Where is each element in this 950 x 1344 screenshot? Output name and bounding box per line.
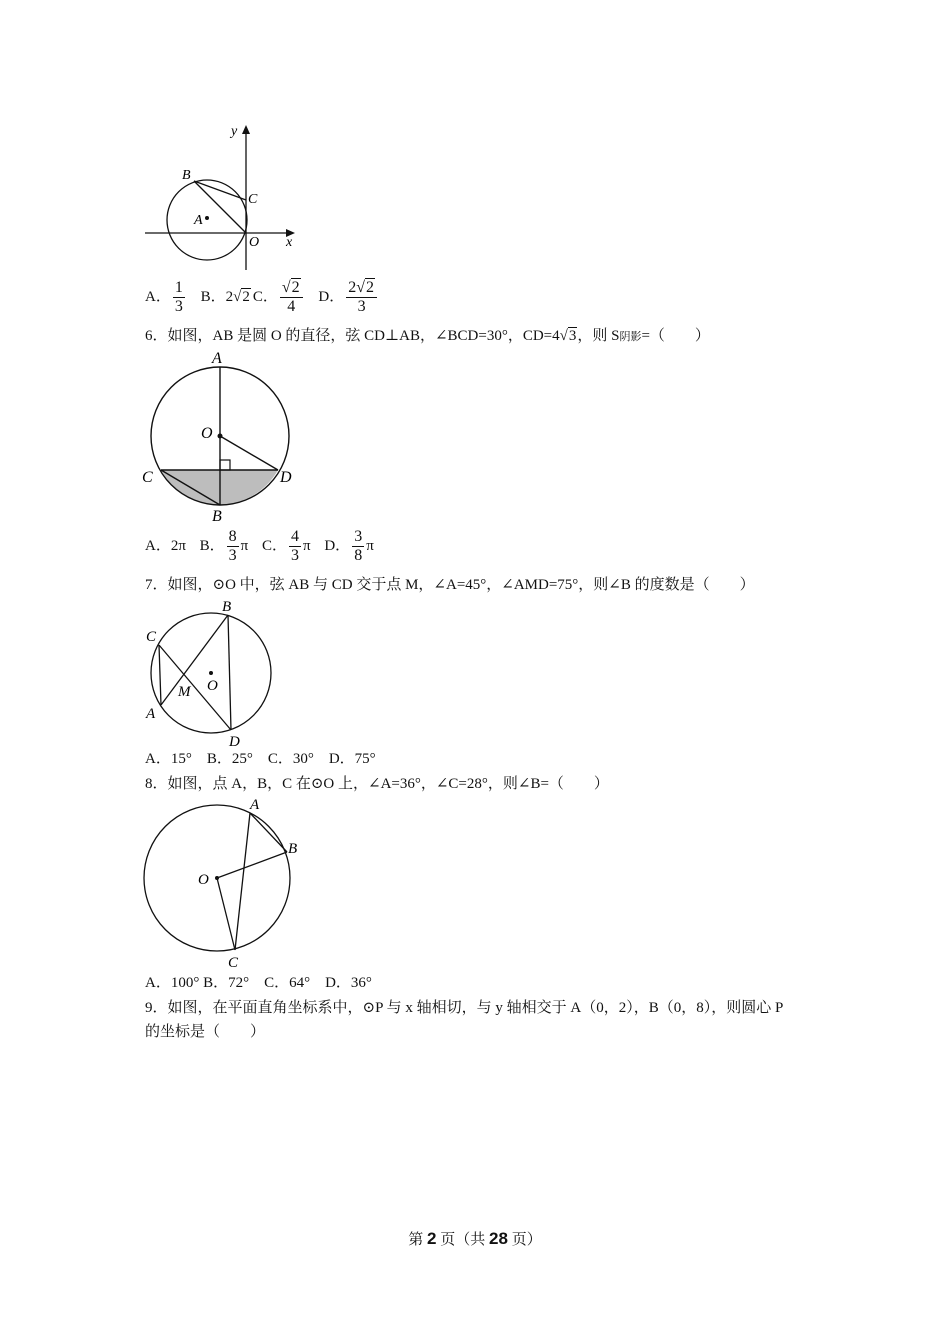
- label-a: A: [250, 797, 260, 813]
- center-o-dot: [218, 434, 223, 439]
- q5-option-c: C． $\frac{√2}{4}$: [253, 279, 305, 316]
- chord-ac: [235, 813, 250, 950]
- q6-question: 6．如图，AB 是圆 O 的直径，弦 CD⊥AB，∠BCD=30°，CD=4√3，则 S阴影=（ ）: [145, 328, 710, 344]
- fraction: $\frac{8}{3}$: [228, 528, 237, 564]
- fraction: $\frac{4}{3}$: [291, 528, 300, 564]
- label-a: A: [146, 706, 156, 722]
- fraction: $\frac{2√2}{3}$: [346, 279, 377, 316]
- chord-ab: [250, 813, 287, 852]
- q8-options: A．100° B．72° C．64° D．36°: [145, 975, 372, 991]
- q5-figure: [140, 120, 310, 275]
- q5-options: [145, 279, 389, 316]
- label-o: O: [201, 425, 213, 442]
- q6-option-c: C． $\frac{4}{3}$ π: [262, 528, 311, 564]
- label-a: A: [194, 213, 203, 228]
- center-o-dot: [215, 876, 219, 880]
- label-c: C: [142, 469, 153, 486]
- sqrt-icon: √2: [281, 279, 300, 296]
- radius-od: [220, 436, 278, 470]
- radius-oc: [217, 878, 235, 950]
- q7-question: 7．如图，⊙O 中，弦 AB 与 CD 交于点 M，∠A=45°，∠AMD=75°，则∠B 的度数是（ ）: [145, 577, 755, 593]
- q5-option-a: A． $\frac{1}{3}$: [145, 279, 183, 315]
- center-o-dot: [209, 671, 213, 675]
- fraction: $\frac{1}{3}$: [174, 279, 183, 315]
- q7-options: A．15° B．25° C．30° D．75°: [145, 751, 376, 767]
- q8-question: 8．如图，点 A，B，C 在⊙O 上，∠A=36°，∠C=28°，则∠B=（ ）: [145, 776, 609, 792]
- page-footer: 第 2 页（共 28 页）: [408, 1229, 542, 1248]
- q7-figure: [140, 595, 280, 750]
- page-number: 2: [427, 1229, 437, 1248]
- label-c: C: [248, 192, 258, 207]
- q6-figure: [138, 345, 308, 525]
- q8-figure: [140, 795, 310, 975]
- label-m: M: [178, 684, 191, 700]
- label-b: B: [182, 168, 191, 183]
- label-d: D: [280, 469, 292, 486]
- label-y: y: [231, 124, 238, 139]
- y-axis-arrow-icon: [242, 125, 250, 134]
- label-a: A: [212, 350, 222, 367]
- q5-option-b: B．2√2: [200, 288, 250, 305]
- total-pages: 28: [489, 1229, 508, 1248]
- q9-question-line1: 9．如图，在平面直角坐标系中，⊙P 与 x 轴相切，与 y 轴相交于 A（0，2），B（0，8），则圆心 P: [145, 1000, 784, 1016]
- radius-ob: [217, 852, 287, 878]
- label-b: B: [212, 508, 222, 525]
- label-b: B: [222, 599, 232, 615]
- sqrt-icon: √3: [559, 328, 577, 344]
- label-o: O: [249, 235, 260, 250]
- label-c: C: [228, 955, 239, 971]
- sqrt-icon: √2: [356, 279, 375, 296]
- label-o: O: [198, 872, 209, 888]
- sqrt-icon: √2: [233, 288, 250, 305]
- q9-question-line2: 的坐标是（ ）: [145, 1024, 266, 1040]
- q6-options: [145, 528, 384, 565]
- chord-ca: [159, 645, 161, 705]
- label-o: O: [207, 678, 218, 694]
- chord-bd: [228, 615, 231, 730]
- label-x: x: [286, 235, 293, 250]
- right-angle-icon: [220, 460, 230, 470]
- fraction: $\frac{3}{8}$: [354, 528, 363, 564]
- q6-option-d: D． $\frac{3}{8}$ π: [324, 528, 374, 564]
- label-d: D: [229, 734, 240, 750]
- label-b: B: [288, 841, 298, 857]
- center-a-dot: [205, 216, 209, 220]
- q6-option-a: A．2π: [145, 537, 186, 554]
- label-c: C: [146, 629, 157, 645]
- q5-option-d: D． $\frac{2√2}{3}$: [318, 279, 379, 316]
- q6-option-b: B． $\frac{8}{3}$ π: [199, 528, 249, 564]
- chord-bc: [194, 181, 246, 200]
- fraction: $\frac{√2}{4}$: [280, 279, 303, 316]
